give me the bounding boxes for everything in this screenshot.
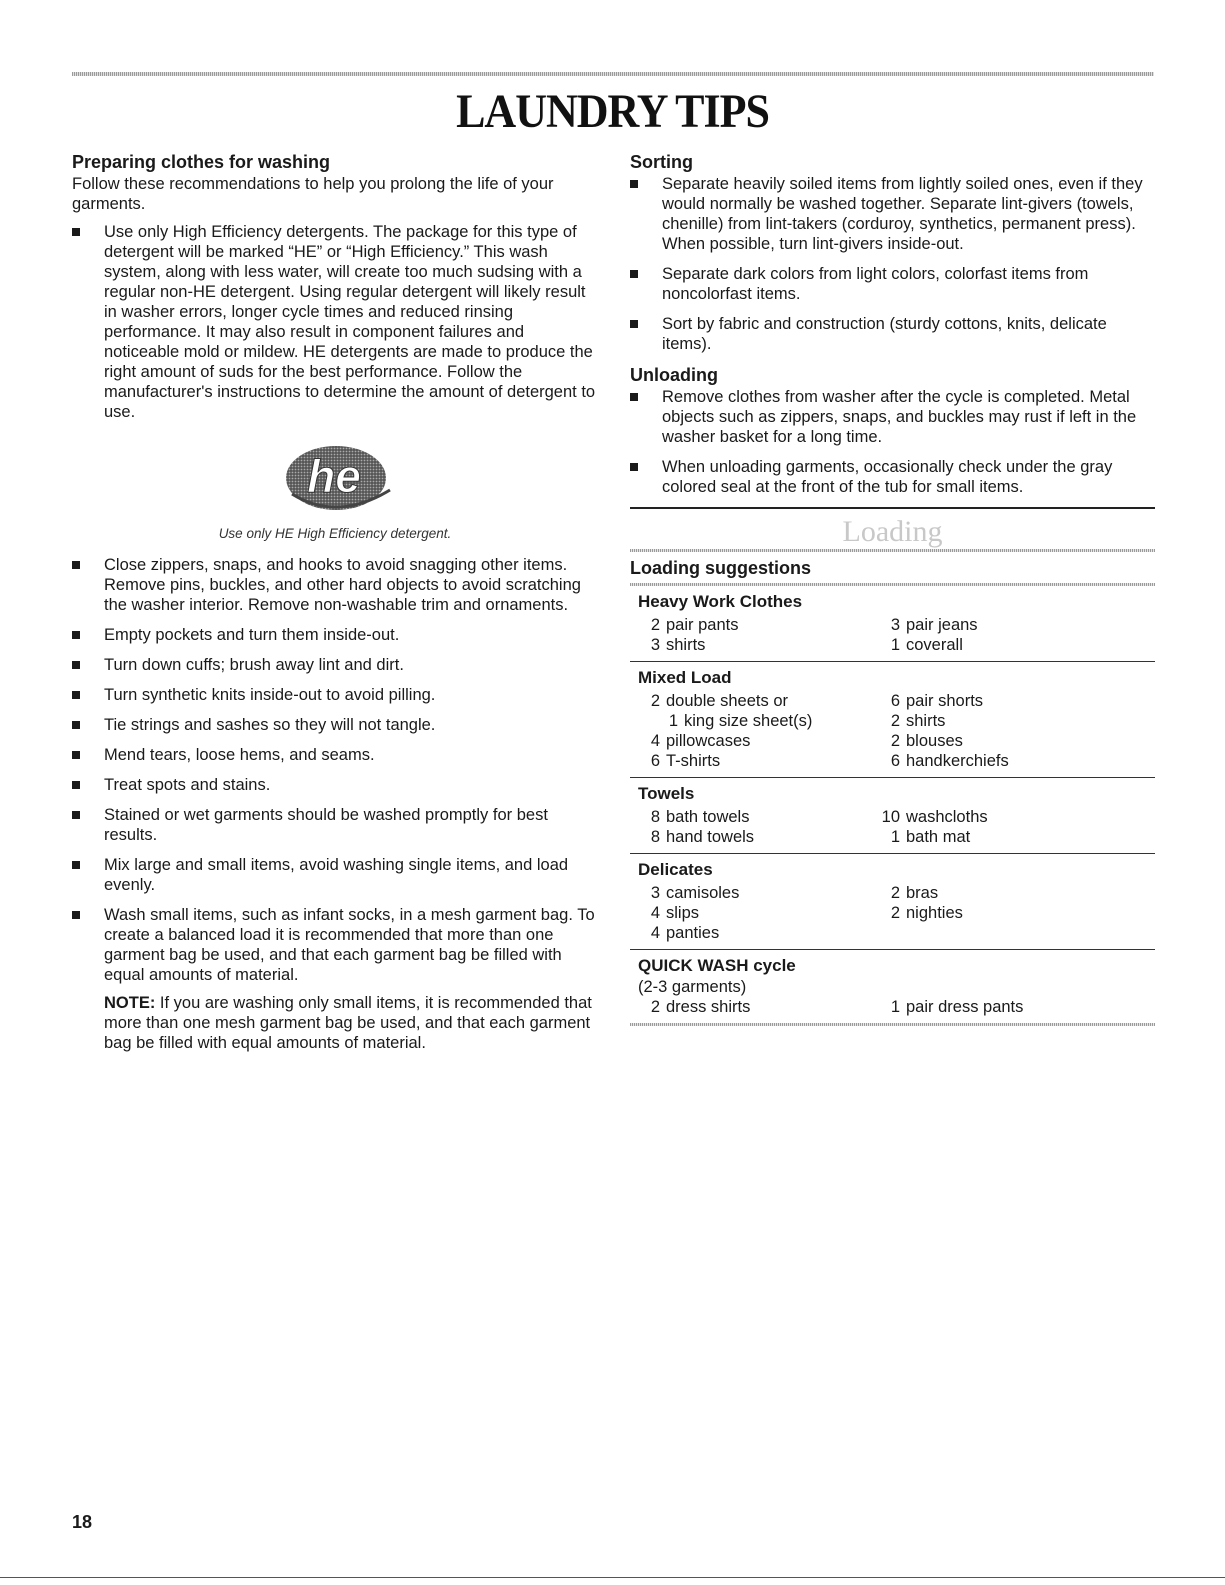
- load-group-delicates: [630, 854, 1155, 950]
- he-logo-area: [72, 432, 598, 518]
- load-item: 2 double sheets or: [650, 692, 789, 710]
- bullet-icon: [72, 661, 80, 669]
- load-group-mixed: [630, 662, 1155, 778]
- load-item: 10 washcloths: [881, 808, 988, 826]
- list-item: Mend tears, loose hems, and seams.: [72, 745, 598, 765]
- list-item: Turn down cuffs; brush away lint and dirt.: [72, 655, 598, 675]
- bullet-icon: [72, 691, 80, 699]
- load-item: 4 pillowcases: [650, 732, 751, 750]
- sorting-heading: Sorting: [630, 152, 693, 172]
- load-item: 6 pair shorts: [890, 692, 984, 710]
- note-text: If you are washing only small items, it is recommended that more than one mesh garment bag be used, and that each garment bag be filled with equal amounts of material.: [104, 994, 592, 1052]
- bullet-icon: [630, 320, 638, 328]
- bullet-icon: [630, 393, 638, 401]
- list-item: Separate dark colors from light colors, colorfast items from noncolorfast items.: [630, 264, 1155, 304]
- load-item: 1 king size sheet(s): [668, 712, 813, 730]
- group-title: QUICK WASH cycle: [638, 956, 796, 975]
- load-group-heavy: [630, 586, 1155, 662]
- he-caption: Use only HE High Efficiency detergent.: [218, 526, 452, 541]
- load-item: 2 blouses: [890, 732, 963, 750]
- bullet-icon: [72, 561, 80, 569]
- page-number: 18: [72, 1512, 93, 1532]
- he-logo-icon: [282, 444, 392, 518]
- svg-text:he: he: [307, 450, 361, 502]
- bullet-icon: [630, 463, 638, 471]
- list-item: Close zippers, snaps, and hooks to avoid snagging other items. Remove pins, buckles, and other hard objects to avoid scratching the washer interior. Remove non-washable trim and ornaments.: [72, 555, 598, 615]
- section-divider: [630, 507, 1155, 509]
- load-item: 8 hand towels: [650, 828, 755, 846]
- group-title: Delicates: [638, 860, 713, 879]
- load-item: 2 bras: [890, 884, 939, 902]
- list-item: Empty pockets and turn them inside-out.: [72, 625, 598, 645]
- load-item: 1 bath mat: [890, 828, 971, 846]
- unloading-bullet-list: [630, 387, 1155, 497]
- load-item: 8 bath towels: [650, 808, 750, 826]
- bottom-rule: [0, 1577, 1225, 1578]
- he-bullet-list: [72, 222, 598, 422]
- page-title: LAUNDRY TIPS: [456, 85, 769, 138]
- bullet-icon: [72, 861, 80, 869]
- load-item: 2 dress shirts: [650, 998, 751, 1016]
- list-item: Tie strings and sashes so they will not tangle.: [72, 715, 598, 735]
- load-item: 1 coverall: [890, 636, 963, 654]
- group-title: Heavy Work Clothes: [638, 592, 803, 611]
- sorting-bullet-list: [630, 174, 1155, 354]
- bullet-icon: [630, 270, 638, 278]
- right-column: [630, 151, 1155, 1026]
- left-column: [72, 151, 598, 1053]
- load-group-towels: [630, 778, 1155, 854]
- load-item: 3 pair jeans: [890, 616, 978, 634]
- load-item: 2 shirts: [890, 712, 946, 730]
- load-item: 6 handkerchiefs: [890, 752, 1009, 770]
- bullet-icon: [72, 911, 80, 919]
- preparing-intro: Follow these recommendations to help you prolong the life of your garments.: [72, 175, 554, 213]
- list-item: Wash small items, such as infant socks, in a mesh garment bag. To create a balanced load it is recommended that more than one garment bag be used, and that each garment bag be filled with equal amounts of material.: [72, 905, 598, 985]
- load-group-quick-wash: [630, 950, 1155, 1023]
- list-item: Turn synthetic knits inside-out to avoid pilling.: [72, 685, 598, 705]
- preparing-heading: Preparing clothes for washing: [72, 152, 331, 172]
- load-item: 4 panties: [650, 924, 720, 942]
- dotted-rule: [630, 549, 1155, 552]
- list-item: Use only High Efficiency detergents. The package for this type of detergent will be marked “HE” or “High Efficiency.” This wash system, along with less water, will create too much sudsing with a regular non-HE detergent. Using regular detergent will likely result in washer errors, longer cycle times and reduced rinsing performance. It may also result in component failures and noticeable mold or mildew. HE detergents are made to produce the right amount of suds for the best performance. Follow the manufacturer's instructions to determine the amount of detergent to use.: [72, 222, 598, 422]
- bullet-icon: [72, 751, 80, 759]
- dotted-rule: [630, 1023, 1155, 1026]
- bullet-icon: [72, 811, 80, 819]
- loading-suggestions-heading: Loading suggestions: [630, 558, 812, 578]
- group-title: Towels: [638, 784, 695, 803]
- list-item: When unloading garments, occasionally check under the gray colored seal at the front of the tub for small items.: [630, 457, 1155, 497]
- bullet-icon: [72, 631, 80, 639]
- bullet-icon: [72, 721, 80, 729]
- load-item: 6 T-shirts: [650, 752, 721, 770]
- load-item: 3 camisoles: [650, 884, 740, 902]
- preparing-bullet-list: [72, 555, 598, 985]
- load-item: 3 shirts: [650, 636, 706, 654]
- list-item: Separate heavily soiled items from lightly soiled ones, even if they would normally be washed together. Separate lint-givers (towels, chenille) from lint-takers (corduroy, synthetics, permanent press). When possible, turn lint-givers inside-out.: [630, 174, 1155, 254]
- load-item: 2 pair pants: [650, 616, 739, 634]
- list-item: Treat spots and stains.: [72, 775, 598, 795]
- list-item: Mix large and small items, avoid washing single items, and load evenly.: [72, 855, 598, 895]
- load-item: 1 pair dress pants: [890, 998, 1024, 1016]
- loading-section-title: Loading: [842, 515, 943, 548]
- list-item: Sort by fabric and construction (sturdy cottons, knits, delicate items).: [630, 314, 1155, 354]
- load-item: 4 slips: [650, 904, 700, 922]
- group-title: Mixed Load: [638, 668, 732, 687]
- list-item: Stained or wet garments should be washed promptly for best results.: [72, 805, 598, 845]
- note-paragraph: [72, 993, 598, 1053]
- bullet-icon: [72, 228, 80, 236]
- bullet-icon: [72, 781, 80, 789]
- top-dotted-rule: [72, 72, 1154, 76]
- unloading-heading: Unloading: [630, 365, 718, 385]
- load-item: 2 nighties: [890, 904, 963, 922]
- note-label: NOTE:: [104, 994, 156, 1012]
- list-item: Remove clothes from washer after the cycle is completed. Metal objects such as zippers, snaps, and buckles may rust if left in the washer basket for a long time.: [630, 387, 1155, 447]
- group-note: (2-3 garments): [638, 978, 747, 996]
- bullet-icon: [630, 180, 638, 188]
